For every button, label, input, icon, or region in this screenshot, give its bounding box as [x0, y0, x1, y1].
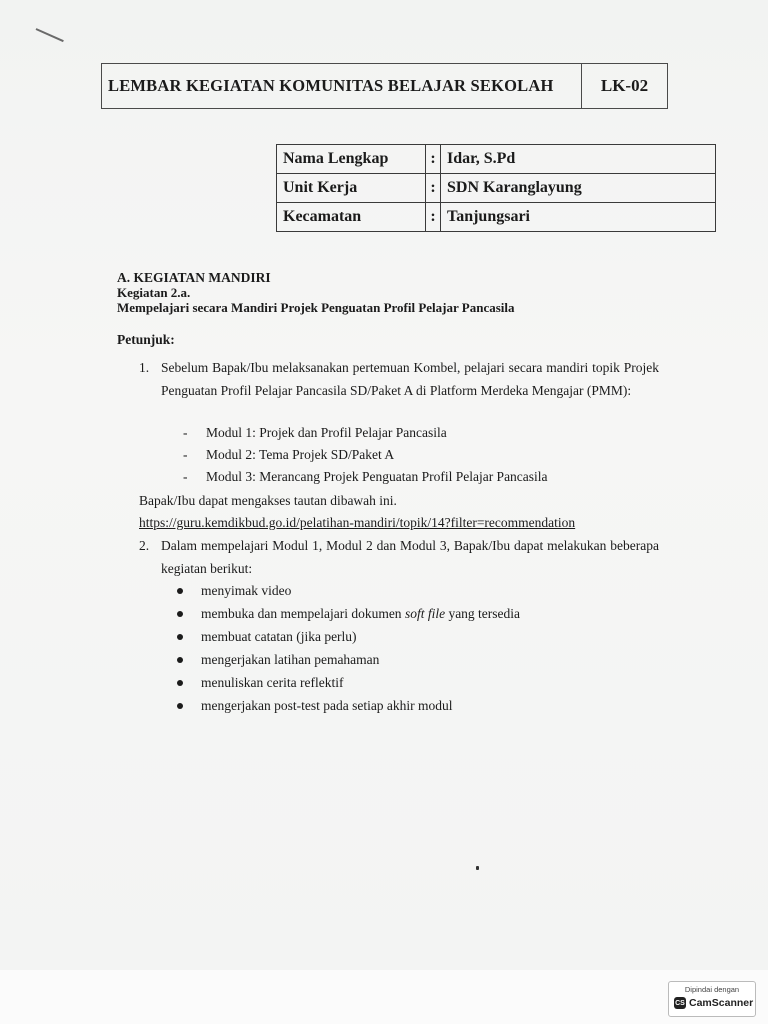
camscanner-logo-icon: CS [674, 997, 686, 1009]
activity-number: Kegiatan 2.a. [117, 285, 191, 300]
content [117, 270, 662, 713]
identity-colon: : [426, 174, 441, 203]
activity-text-end: yang tersedia [445, 606, 521, 621]
access-text: Bapak/Ibu dapat mengakses tautan dibawah ini. [139, 493, 397, 508]
table-row [277, 174, 716, 203]
list-item [177, 671, 637, 694]
bullet-icon [177, 703, 183, 709]
scan-speck [476, 866, 479, 870]
watermark-caption: Dipindai dengan [684, 985, 740, 994]
activity-text [201, 602, 520, 625]
module-text: Modul 3: Merancang Projek Penguatan Profil Pelajar Pancasila [206, 469, 548, 484]
activity-title: Mempelajari secara Mandiri Projek Penguatan Profil Pelajar Pancasila [117, 300, 515, 315]
dash-marker: - [183, 469, 188, 484]
list-item [183, 444, 643, 466]
list-item [183, 466, 643, 488]
worksheet-code: LK-02 [600, 76, 649, 95]
activity-text: mengerjakan post-test pada setiap akhir modul [201, 698, 453, 713]
identity-value: Idar, S.Pd [441, 145, 716, 174]
activity-text: mengerjakan latihan pemahaman [201, 652, 380, 667]
identity-table [276, 144, 716, 232]
instruction-item-1 [139, 356, 659, 402]
bullet-icon [177, 657, 183, 663]
camscanner-watermark [668, 981, 756, 1017]
list-item [177, 625, 637, 648]
module-text: Modul 1: Projek dan Profil Pelajar Pancasila [206, 425, 447, 440]
list-item [177, 648, 637, 671]
activity-text-italic: soft file [404, 606, 446, 621]
activity-text-start: membuka dan mempelajari dokumen [201, 606, 405, 621]
dash-marker: - [183, 425, 188, 440]
table-row [277, 203, 716, 232]
activity-text: membuat catatan (jika perlu) [201, 629, 357, 644]
list-item [177, 579, 637, 602]
instruction-item-2 [139, 534, 659, 580]
section-title: A. KEGIATAN MANDIRI [117, 270, 271, 285]
activity-list [177, 579, 637, 717]
scan-mark [36, 28, 64, 42]
bullet-icon [177, 611, 183, 617]
list-item [177, 694, 637, 717]
item-number: 2. [139, 538, 150, 553]
identity-colon: : [426, 145, 441, 174]
identity-colon: : [426, 203, 441, 232]
identity-label: Nama Lengkap [277, 145, 426, 174]
item-text: Sebelum Bapak/Ibu melaksanakan pertemuan Kombel, pelajari secara mandiri topik Projek Penguatan Profil Pelajar Pancasila SD/Paket A di Platform Merdeka Mengajar (PMM): [161, 360, 659, 398]
identity-label: Kecamatan [277, 203, 426, 232]
worksheet-header [101, 63, 668, 109]
scan-margin [0, 970, 768, 1024]
module-list [183, 422, 643, 488]
identity-value: Tanjungsari [441, 203, 716, 232]
module-link[interactable]: https://guru.kemdikbud.go.id/pelatihan-mandiri/topik/14?filter=recommendation [139, 515, 576, 530]
activity-text: menyimak video [201, 583, 292, 598]
dash-marker: - [183, 447, 188, 462]
bullet-icon [177, 588, 183, 594]
watermark-brand [674, 997, 753, 1009]
list-item [177, 602, 637, 625]
worksheet-title: LEMBAR KEGIATAN KOMUNITAS BELAJAR SEKOLAH [102, 64, 582, 108]
instructions-label: Petunjuk: [117, 332, 175, 347]
bullet-icon [177, 634, 183, 640]
bullet-icon [177, 680, 183, 686]
module-text: Modul 2: Tema Projek SD/Paket A [206, 447, 395, 462]
item-number: 1. [139, 360, 150, 375]
watermark-name: CamScanner [689, 997, 754, 1009]
activity-text: menuliskan cerita reflektif [201, 675, 344, 690]
identity-value: SDN Karanglayung [441, 174, 716, 203]
item-text: Dalam mempelajari Modul 1, Modul 2 dan Modul 3, Bapak/Ibu dapat melakukan beberapa kegiatan berikut: [161, 538, 659, 576]
identity-label: Unit Kerja [277, 174, 426, 203]
table-row [277, 145, 716, 174]
list-item [183, 422, 643, 444]
